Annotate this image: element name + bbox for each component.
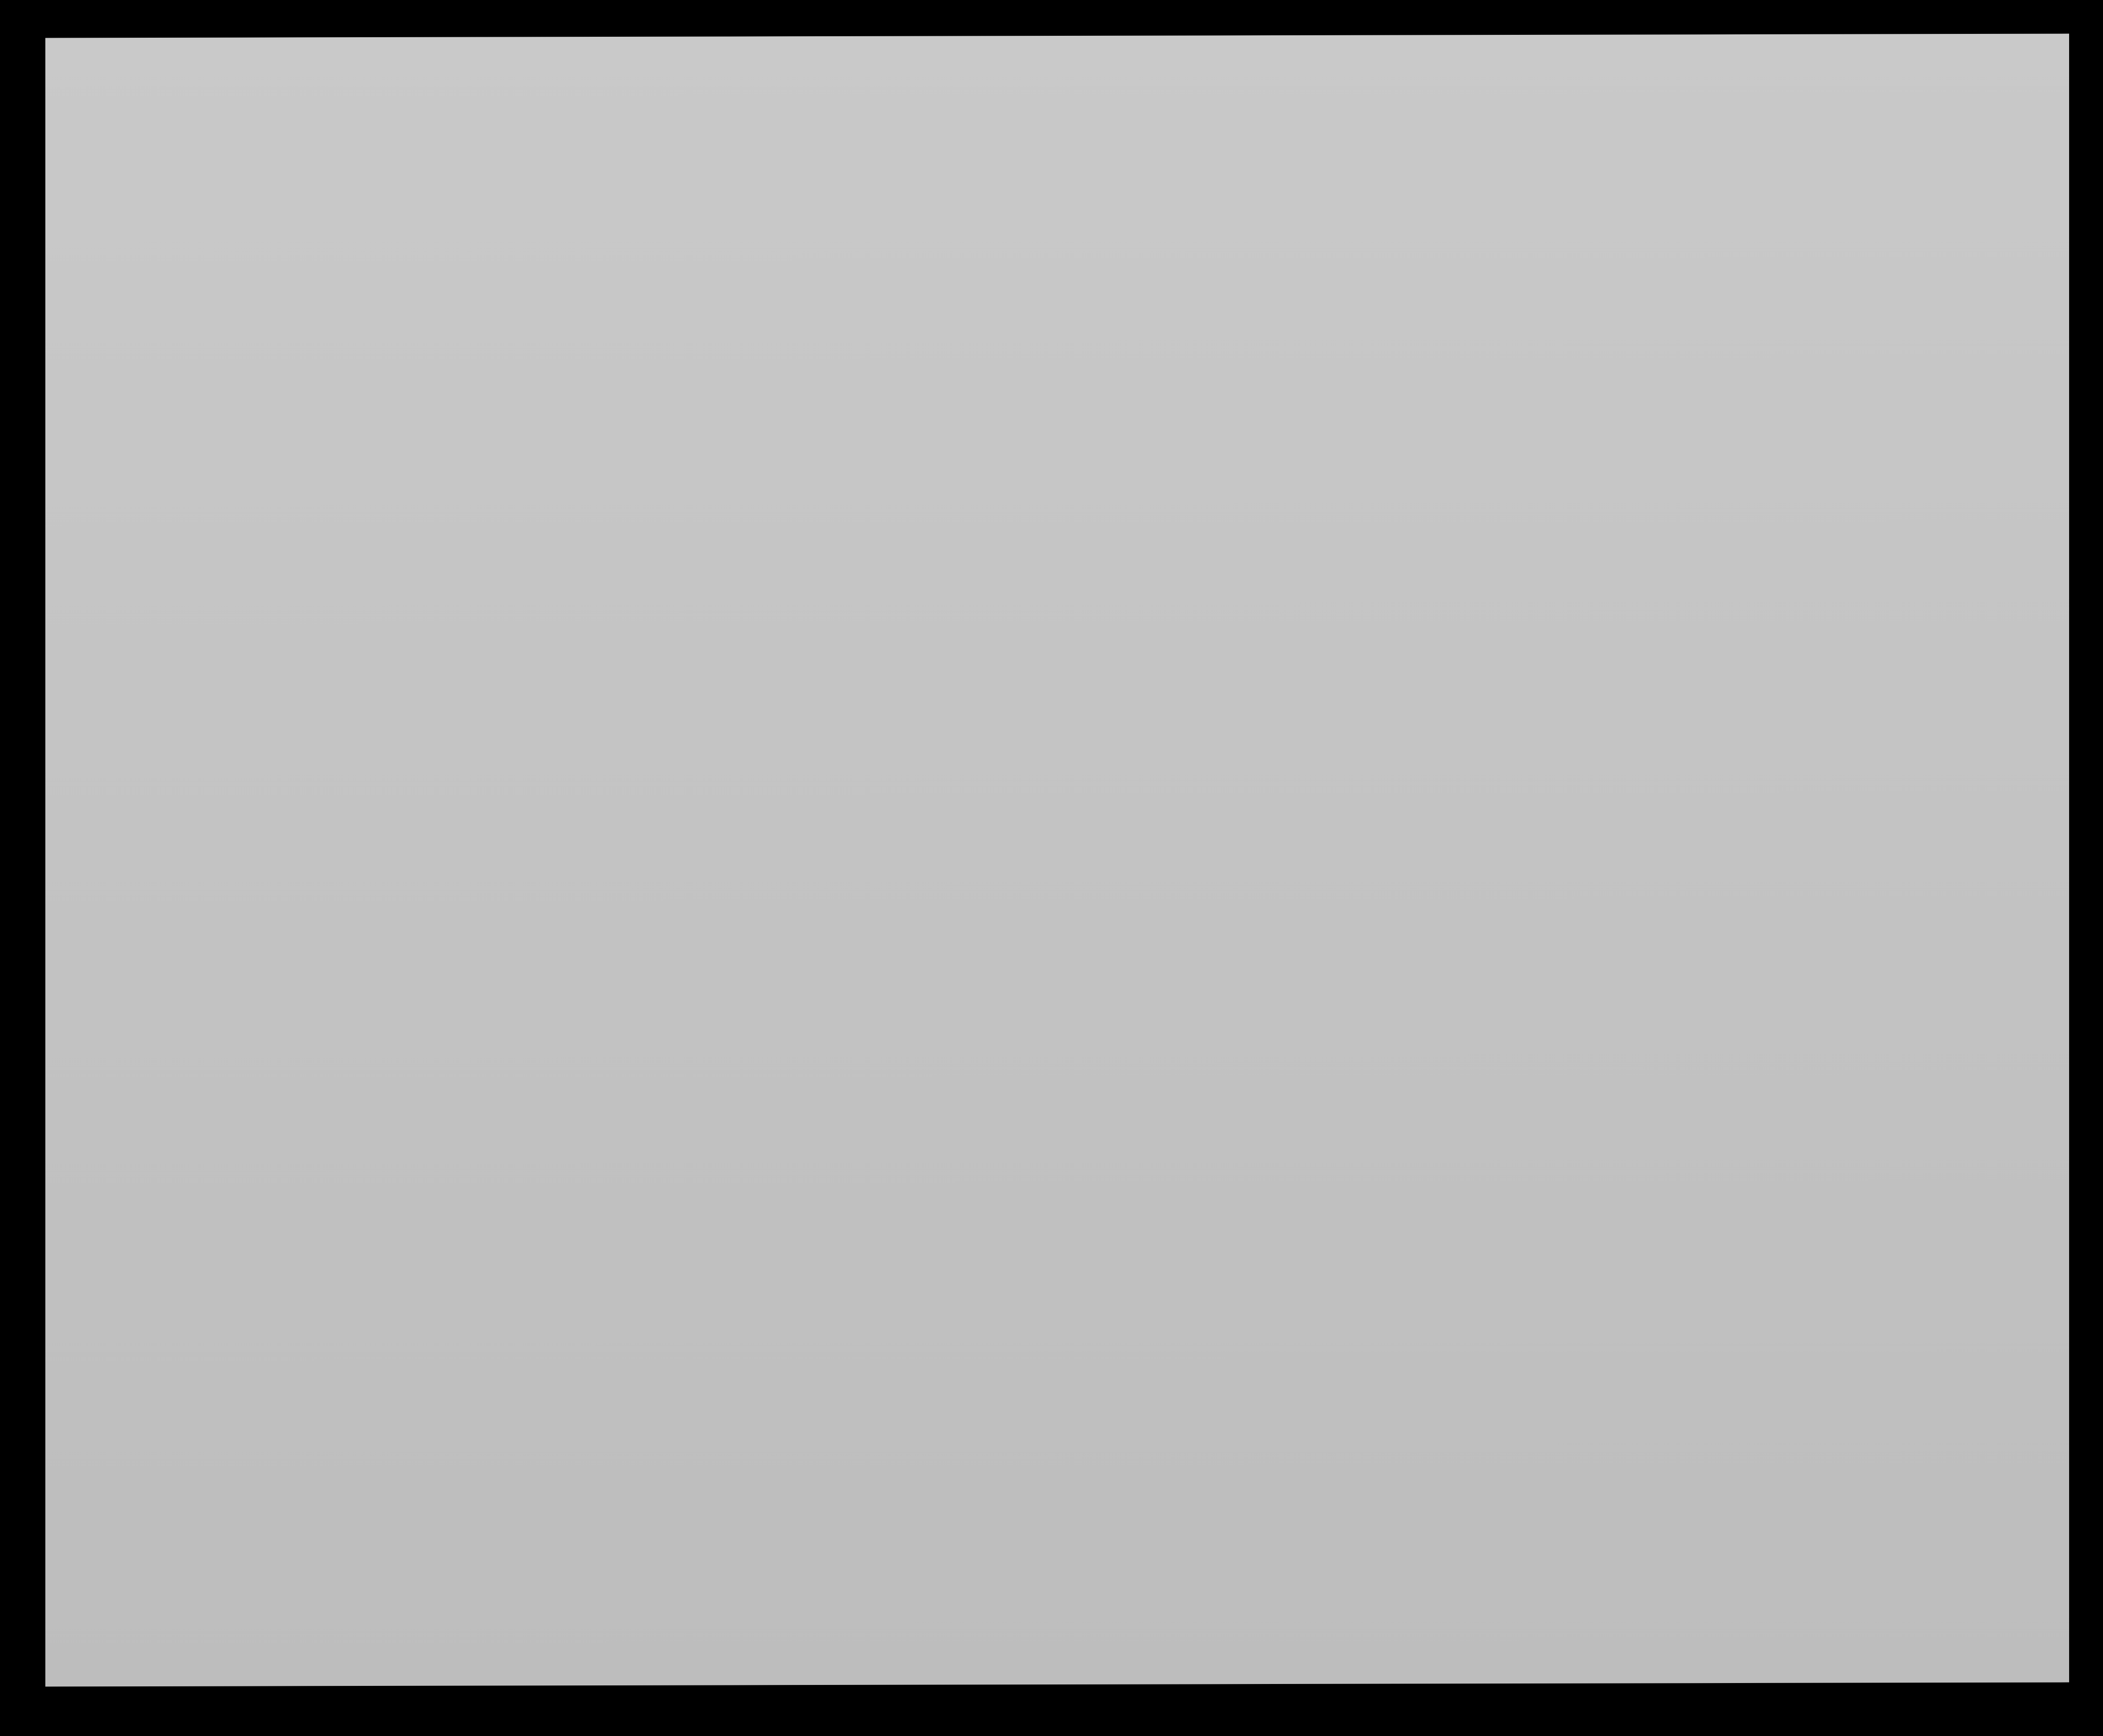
col-20c-header: [831, 306, 859, 420]
col-23-header: [914, 294, 928, 423]
col-26-header: [1019, 293, 1052, 422]
col-20b-header: [785, 306, 823, 420]
col-17-header: [298, 290, 325, 429]
col-29-feet: [1191, 369, 1205, 417]
col-20a-header: [735, 306, 773, 420]
col-21-header: [862, 294, 885, 423]
col-29-inches: [1217, 369, 1231, 417]
col-15-header: [177, 291, 200, 429]
manifest-sheet: [45, 34, 2069, 1687]
col-24-header: [933, 293, 976, 422]
col-22-header: [893, 294, 907, 423]
col-25-header: [981, 293, 1014, 422]
manifest-grid: [45, 34, 2069, 1687]
